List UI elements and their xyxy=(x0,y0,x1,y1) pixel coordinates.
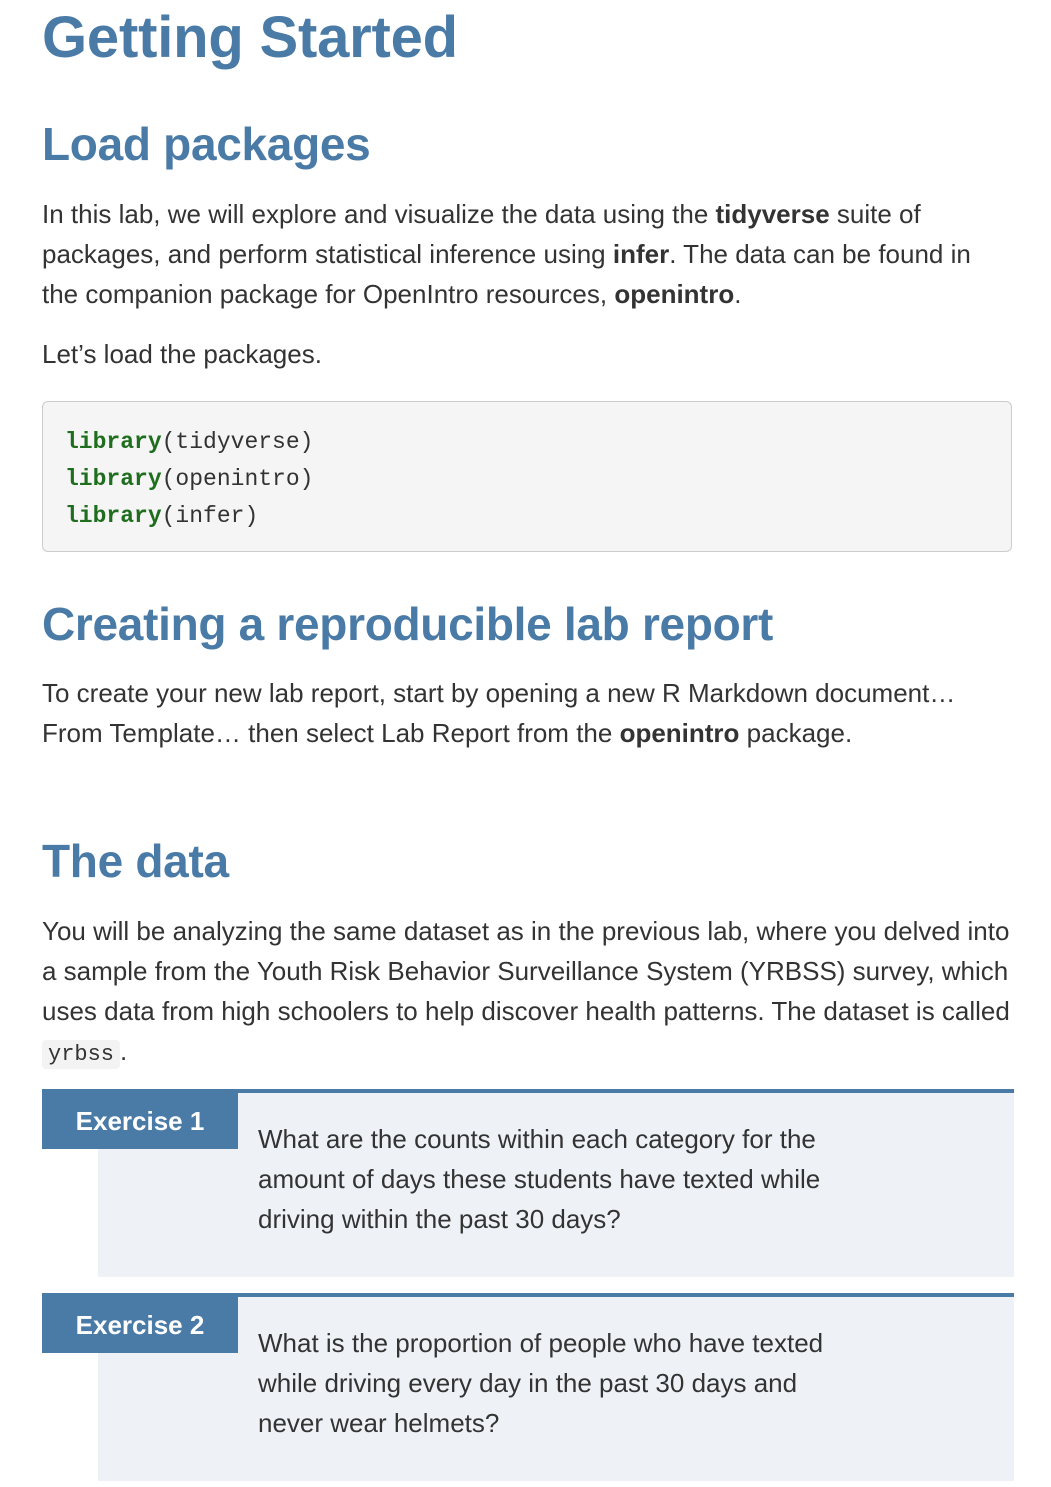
text: . The data can be found in the companion package for OpenIntro resources, xyxy=(42,239,971,309)
text: To create your new lab report, start by opening a new R Markdown document… From Template… then select Lab Report from the xyxy=(42,678,956,748)
exercise-label: Exercise 1 xyxy=(42,1093,238,1149)
code-line xyxy=(65,461,1011,498)
page-title: Getting Started xyxy=(42,5,458,70)
bold-openintro: openintro xyxy=(614,279,735,309)
exercise-label: Exercise 2 xyxy=(42,1297,238,1353)
exercise-text: What is the proportion of people who have texted while driving every day in the past 30 days and never wear helmets? xyxy=(258,1328,824,1438)
code-block[interactable] xyxy=(42,401,1012,552)
text: . xyxy=(120,1036,128,1066)
exercise-text: What are the counts within each category for the amount of days these students have texted while driving within the past 30 days? xyxy=(258,1124,821,1234)
code-function: library xyxy=(65,466,162,492)
text: . xyxy=(734,279,742,309)
paragraph-the-data xyxy=(42,911,1012,1075)
text: package. xyxy=(739,718,853,748)
bold-infer: infer xyxy=(612,239,670,269)
bold-tidyverse: tidyverse xyxy=(715,199,830,229)
code-argument: (infer) xyxy=(161,503,259,529)
exercise-box-2 xyxy=(42,1293,1014,1481)
paragraph-load-packages xyxy=(42,194,1012,314)
code-argument: (tidyverse) xyxy=(161,429,314,455)
exercise-box-1 xyxy=(42,1089,1014,1277)
heading-lab-report: Creating a reproducible lab report xyxy=(42,598,774,650)
text: suite of packages, and perform statistical inference using xyxy=(42,199,921,269)
code-function: library xyxy=(65,429,162,455)
inline-code-yrbss: yrbss xyxy=(42,1040,120,1069)
text: In this lab, we will explore and visualize the data using the xyxy=(42,199,716,229)
heading-the-data: The data xyxy=(42,835,229,887)
heading-load-packages: Load packages xyxy=(42,118,371,170)
code-line xyxy=(65,424,1011,461)
paragraph-lab-report xyxy=(42,673,972,753)
text: You will be analyzing the same dataset as in the previous lab, where you delved into a sample from the Youth Risk Behavior Surveillance System (YRBSS) survey, which uses data from high schoolers to help discover health patterns. The dataset is called xyxy=(42,916,1010,1026)
code-argument: (openintro) xyxy=(161,466,314,492)
code-line xyxy=(65,498,1011,535)
bold-openintro: openintro xyxy=(619,718,740,748)
code-function: library xyxy=(65,503,162,529)
paragraph-lets-load: Let’s load the packages. xyxy=(42,339,322,369)
